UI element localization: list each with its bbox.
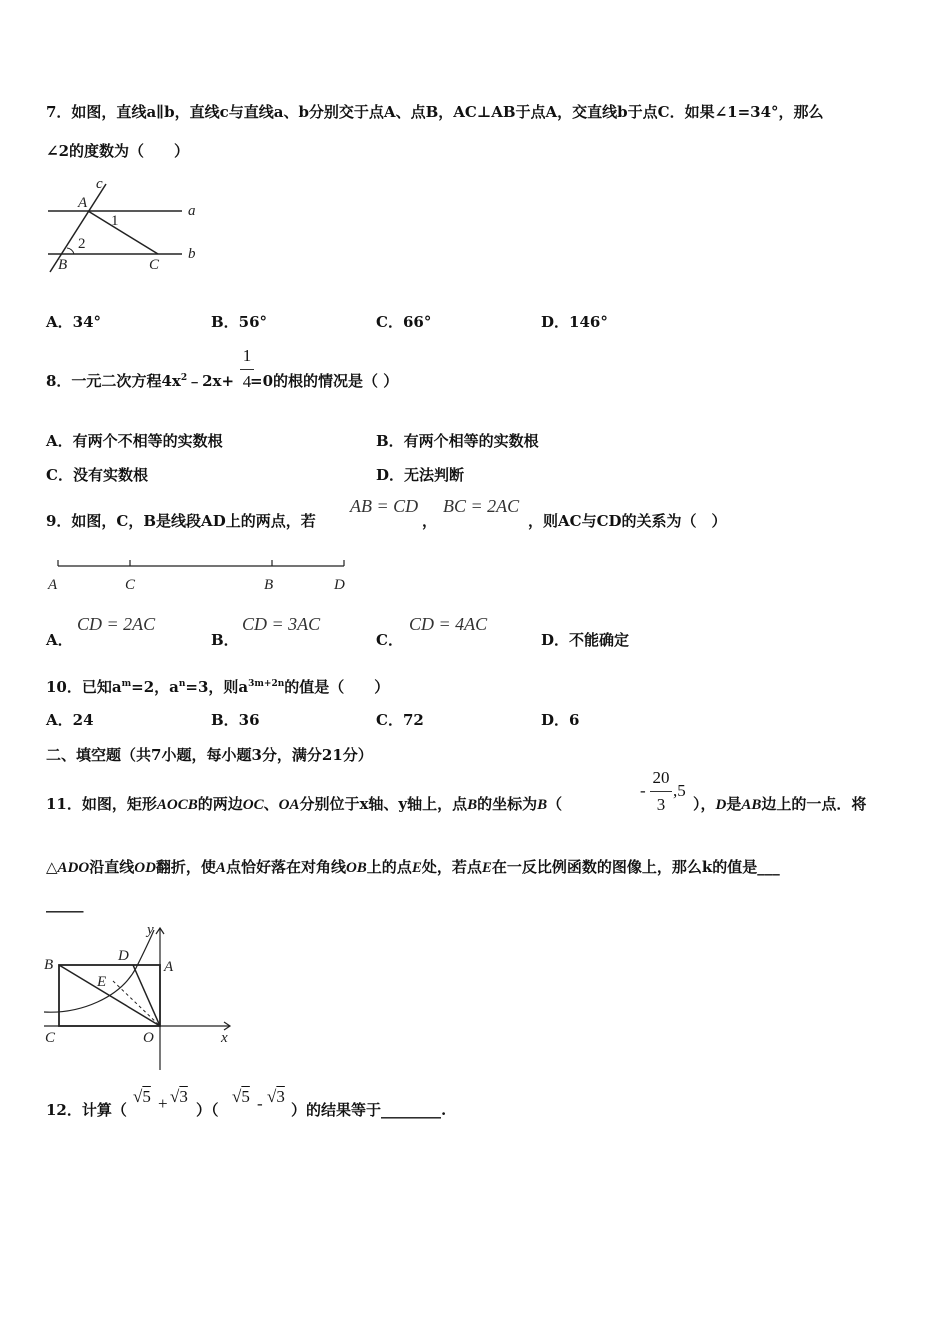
q9-option-c: C． (376, 631, 403, 649)
q9-comma: ， (422, 512, 438, 530)
q7-text-2: ∠2的度数为（ ） (46, 142, 190, 160)
q8-frac-num: 1 (242, 346, 252, 365)
q9-label-D: D (334, 577, 345, 593)
q11-label-A: A (164, 959, 174, 975)
q9-option-b: B． (211, 631, 239, 649)
q7-option-a: A．34° (46, 313, 102, 331)
q9-option-c-math: CD = 4AC (409, 614, 488, 634)
q11-ab: AB (741, 797, 762, 813)
q7-label-a: a (188, 203, 196, 219)
q10-sup2: n (178, 679, 186, 689)
q11-oc: OC (242, 797, 264, 813)
q11-sep: 、 (263, 795, 279, 813)
q11-e2: E (481, 860, 492, 876)
q11-l2-d: 上的点 (366, 858, 412, 876)
q11-label-O: O (143, 1030, 154, 1046)
q11-t5: 是 (726, 795, 742, 813)
section-2-title: 二、填空题（共7小题，每小题3分，满分21分） (46, 746, 373, 764)
q7-label-B: B (58, 257, 68, 273)
q11-line-1-end (693, 793, 866, 814)
q7-label-C: C (149, 257, 160, 273)
q11-label-B: B (44, 957, 54, 973)
q11-ado: ADO (57, 860, 90, 876)
q12-r2: 3 (179, 1087, 188, 1106)
q11-oa: OA (278, 797, 300, 813)
q11-ob: OB (345, 860, 367, 876)
q11-line-1 (46, 793, 562, 814)
q8-mid: ﹣2x+ (187, 372, 235, 390)
q7-label-1: 1 (111, 213, 119, 229)
q11-l2-f: 在一反比例函数的图像上，那么k的值是___ (491, 858, 780, 876)
q10-p4: 的值是（ ） (284, 678, 390, 696)
q10-p3: =3，则a (185, 678, 249, 696)
q9-prefix: 9．如图，C，B是线段AD上的两点，若 (46, 512, 316, 530)
q12-mid: ）（ (196, 1101, 219, 1119)
q9-option-d: D．不能确定 (541, 631, 630, 649)
q11-l2-e: 处，若点 (421, 858, 482, 876)
q10-p2: =2，a (131, 678, 179, 696)
q9-option-a: A． (46, 631, 73, 649)
q12-plus: + (158, 1094, 168, 1113)
q11-frac-den: 3 (656, 795, 666, 814)
q11-triangle: △ (46, 858, 58, 876)
q11-b2: B (537, 797, 548, 813)
q11-label-C: C (45, 1030, 56, 1046)
q12-r4: 3 (276, 1087, 285, 1106)
q11-coord-tail: ,5 (673, 781, 686, 800)
q11-paren-close: ）， (693, 795, 716, 813)
q11-figure (40, 920, 240, 1072)
q9-label-A: A (48, 577, 58, 593)
q9-option-b-math: CD = 3AC (242, 614, 321, 634)
q7-label-b: b (188, 246, 196, 262)
q11-d: D (715, 797, 727, 813)
q8-text (46, 370, 398, 391)
q9-eq1: AB = CD (350, 496, 419, 516)
q8-suffix: =0的根的情况是（ ） (250, 372, 399, 390)
q11-t6: 边上的一点．将 (761, 795, 867, 813)
q8-option-b: B．有两个相等的实数根 (376, 432, 539, 450)
q12-prefix: 12．计算（ (46, 1101, 127, 1119)
q11-label-y: y (147, 922, 154, 938)
q11-aocb: AOCB (156, 797, 198, 813)
q11-b1: B (467, 797, 478, 813)
q11-label-E: E (97, 974, 107, 990)
q10-p1: 10．已知a (46, 678, 122, 696)
q7-figure (40, 172, 215, 277)
q7-label-c: c (96, 176, 103, 192)
q7-option-c: C．66° (376, 313, 432, 331)
q10-sup3: 3m+2n (248, 679, 285, 689)
q12-sqrt-4: √3 (267, 1087, 285, 1106)
q12-r3: 5 (241, 1087, 250, 1106)
q11-l2-a: 沿直线 (89, 858, 135, 876)
q11-od: OD (134, 860, 156, 876)
q9-label-C: C (125, 577, 136, 593)
q7-text: 7．如图，直线a∥b，直线c与直线a、b分别交于点A、点B，AC⊥AB于点A，交直线b于点C．如果∠1=34°，那么 (46, 103, 824, 121)
q12-r1: 5 (142, 1087, 151, 1106)
q11-label-x: x (221, 1030, 228, 1046)
q11-line-2 (46, 856, 780, 877)
q11-l2-b: 翻折，使 (155, 858, 216, 876)
q11-t3: 分别位于x轴、y轴上，点 (299, 795, 468, 813)
q9-option-a-math: CD = 2AC (77, 614, 156, 634)
q11-paren-open: （ (547, 795, 563, 813)
q11-answer-blank: _____ (46, 895, 84, 913)
q9-figure (44, 552, 354, 596)
q9-eq2: BC = 2AC (443, 496, 520, 516)
q10-option-a: A．24 (46, 711, 94, 729)
q7-option-d: D．146° (541, 313, 608, 331)
q12-minus: - (257, 1094, 263, 1113)
q10-sup1: m (121, 679, 132, 689)
q10-option-b: B．36 (211, 711, 260, 729)
q8-frac-bar (240, 369, 254, 370)
q12-sqrt-1: √5 (133, 1087, 151, 1106)
q11-minus: - (640, 781, 646, 800)
q11-e1: E (411, 860, 422, 876)
q7-label-A: A (78, 195, 88, 211)
q8-exponent: 2 (180, 373, 188, 383)
q11-t2: 的两边 (197, 795, 243, 813)
q9-suffix: ，则AC与CD的关系为（ ） (528, 512, 727, 530)
q7-label-2: 2 (78, 236, 86, 252)
q8-prefix: 8．一元二次方程4x (46, 372, 181, 390)
q9-label-B: B (264, 577, 274, 593)
q11-prefix: 11．如图，矩形 (46, 795, 157, 813)
q10-text (46, 676, 389, 697)
q12-sqrt-3: √5 (232, 1087, 250, 1106)
q11-l2-c: 点恰好落在对角线 (225, 858, 346, 876)
q8-option-d: D．无法判断 (376, 466, 465, 484)
q12-suffix: ）的结果等于________. (291, 1101, 447, 1119)
q11-label-D: D (118, 948, 129, 964)
q10-option-d: D．6 (541, 711, 580, 729)
q11-frac-num: 20 (652, 768, 670, 787)
q11-frac-bar (650, 791, 672, 792)
q11-a: A (215, 860, 226, 876)
q12-sqrt-2: √3 (170, 1087, 188, 1106)
q8-option-a: A．有两个不相等的实数根 (46, 432, 223, 450)
q10-option-c: C．72 (376, 711, 424, 729)
q7-option-b: B．56° (211, 313, 268, 331)
q8-option-c: C．没有实数根 (46, 466, 148, 484)
q11-t4: 的坐标为 (477, 795, 538, 813)
q8-frac-den: 4 (242, 372, 252, 391)
